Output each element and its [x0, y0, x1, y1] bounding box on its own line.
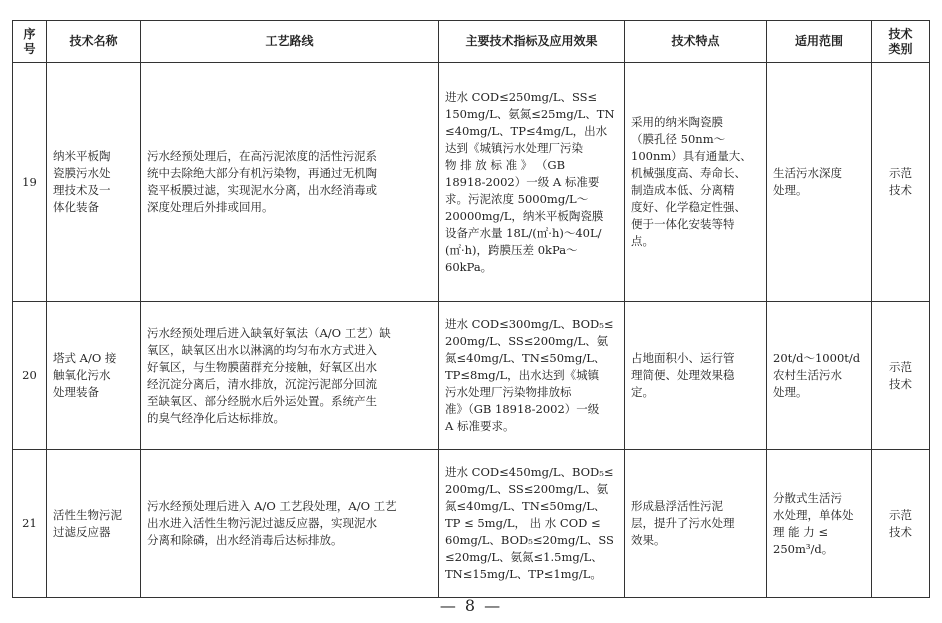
row-indicators: 进水 COD≤450mg/L、BOD₅≤ 200mg/L、SS≤200mg/L、氨 氮≤40mg/L、TN≤50mg/L、 TP ≤ 5mg/L， 出 水 COD ≤ 60mg/L、BOD₅≤20mg/L、SS ≤20mg/L、氨氮≤1.5mg/L、 TN≤15mg/L、TP≤1mg/L。 [439, 450, 625, 598]
header-category: 技术 类别 [872, 21, 930, 63]
technology-table [12, 20, 930, 598]
table-row [13, 450, 930, 598]
header-features: 技术特点 [625, 21, 767, 63]
table-row [13, 63, 930, 302]
row-no: 21 [13, 450, 47, 598]
header-route: 工艺路线 [141, 21, 439, 63]
header-scope: 适用范围 [767, 21, 872, 63]
row-category: 示范 技术 [872, 450, 930, 598]
row-scope: 生活污水深度 处理。 [767, 63, 872, 302]
row-route: 污水经预处理后进入 A/O 工艺段处理，A/O 工艺 出水进入活性生物污泥过滤反应器，实现泥水 分离和除磷，出水经消毒后达标排放。 [141, 450, 439, 598]
row-route: 污水经预处理后，在高污泥浓度的活性污泥系 统中去除绝大部分有机污染物，再通过无机陶 瓷平板膜过滤，实现泥水分离，出水经消毒或 深度处理后外排或回用。 [141, 63, 439, 302]
row-features: 形成悬浮活性污泥 层，提升了污水处理 效果。 [625, 450, 767, 598]
row-features: 采用的纳米陶瓷膜 （膜孔径 50nm～ 100nm）具有通量大、 机械强度高、寿命长、 制造成本低、分离精 度好、化学稳定性强、 便于一体化安装等特 点。 [625, 63, 767, 302]
row-name: 活性生物污泥 过滤反应器 [47, 450, 141, 598]
header-indicators: 主要技术指标及应用效果 [439, 21, 625, 63]
row-indicators: 进水 COD≤250mg/L、SS≤ 150mg/L、氨氮≤25mg/L、TN ≤40mg/L、TP≤4mg/L，出水 达到《城镇污水处理厂污染 物 排 放 标 准 》 （GB 18918-2002）一级 A 标准要 求。污泥浓度 5000mg/L～ 20000mg/L，纳米平板陶瓷膜 设备产水量 18L/(㎡·h)～40L/ (㎡·h)，跨膜压差 0kPa～ 60kPa。 [439, 63, 625, 302]
row-name: 纳米平板陶 瓷膜污水处 理技术及一 体化装备 [47, 63, 141, 302]
row-category: 示范 技术 [872, 302, 930, 450]
row-category: 示范 技术 [872, 63, 930, 302]
row-no: 19 [13, 63, 47, 302]
header-name: 技术名称 [47, 21, 141, 63]
table-row [13, 302, 930, 450]
row-no: 20 [13, 302, 47, 450]
row-features: 占地面积小、运行管 理简便、处理效果稳 定。 [625, 302, 767, 450]
row-indicators: 进水 COD≤300mg/L、BOD₅≤ 200mg/L、SS≤200mg/L、氨 氮≤40mg/L、TN≤50mg/L、 TP≤8mg/L，出水达到《城镇 污水处理厂污染物排放标 准》（GB 18918-2002）一级 A 标准要求。 [439, 302, 625, 450]
header-no: 序 号 [13, 21, 47, 63]
row-route: 污水经预处理后进入缺氧好氧法（A/O 工艺）缺 氧区，缺氧区出水以淋漓的均匀布水方式进入 好氧区，与生物膜菌群充分接触，好氧区出水 经沉淀分离后，清水排放，沉淀污泥部分回流 至缺氧区、部分经脱水后外运处置。系统产生 的臭气经净化后达标排放。 [141, 302, 439, 450]
row-scope: 20t/d～1000t/d 农村生活污水 处理。 [767, 302, 872, 450]
row-name: 塔式 A/O 接 触氧化污水 处理装备 [47, 302, 141, 450]
table-header-row [13, 21, 930, 63]
row-scope: 分散式生活污 水处理，单体处 理 能 力 ≤ 250m³/d。 [767, 450, 872, 598]
page-number: — 8 — [439, 596, 503, 615]
